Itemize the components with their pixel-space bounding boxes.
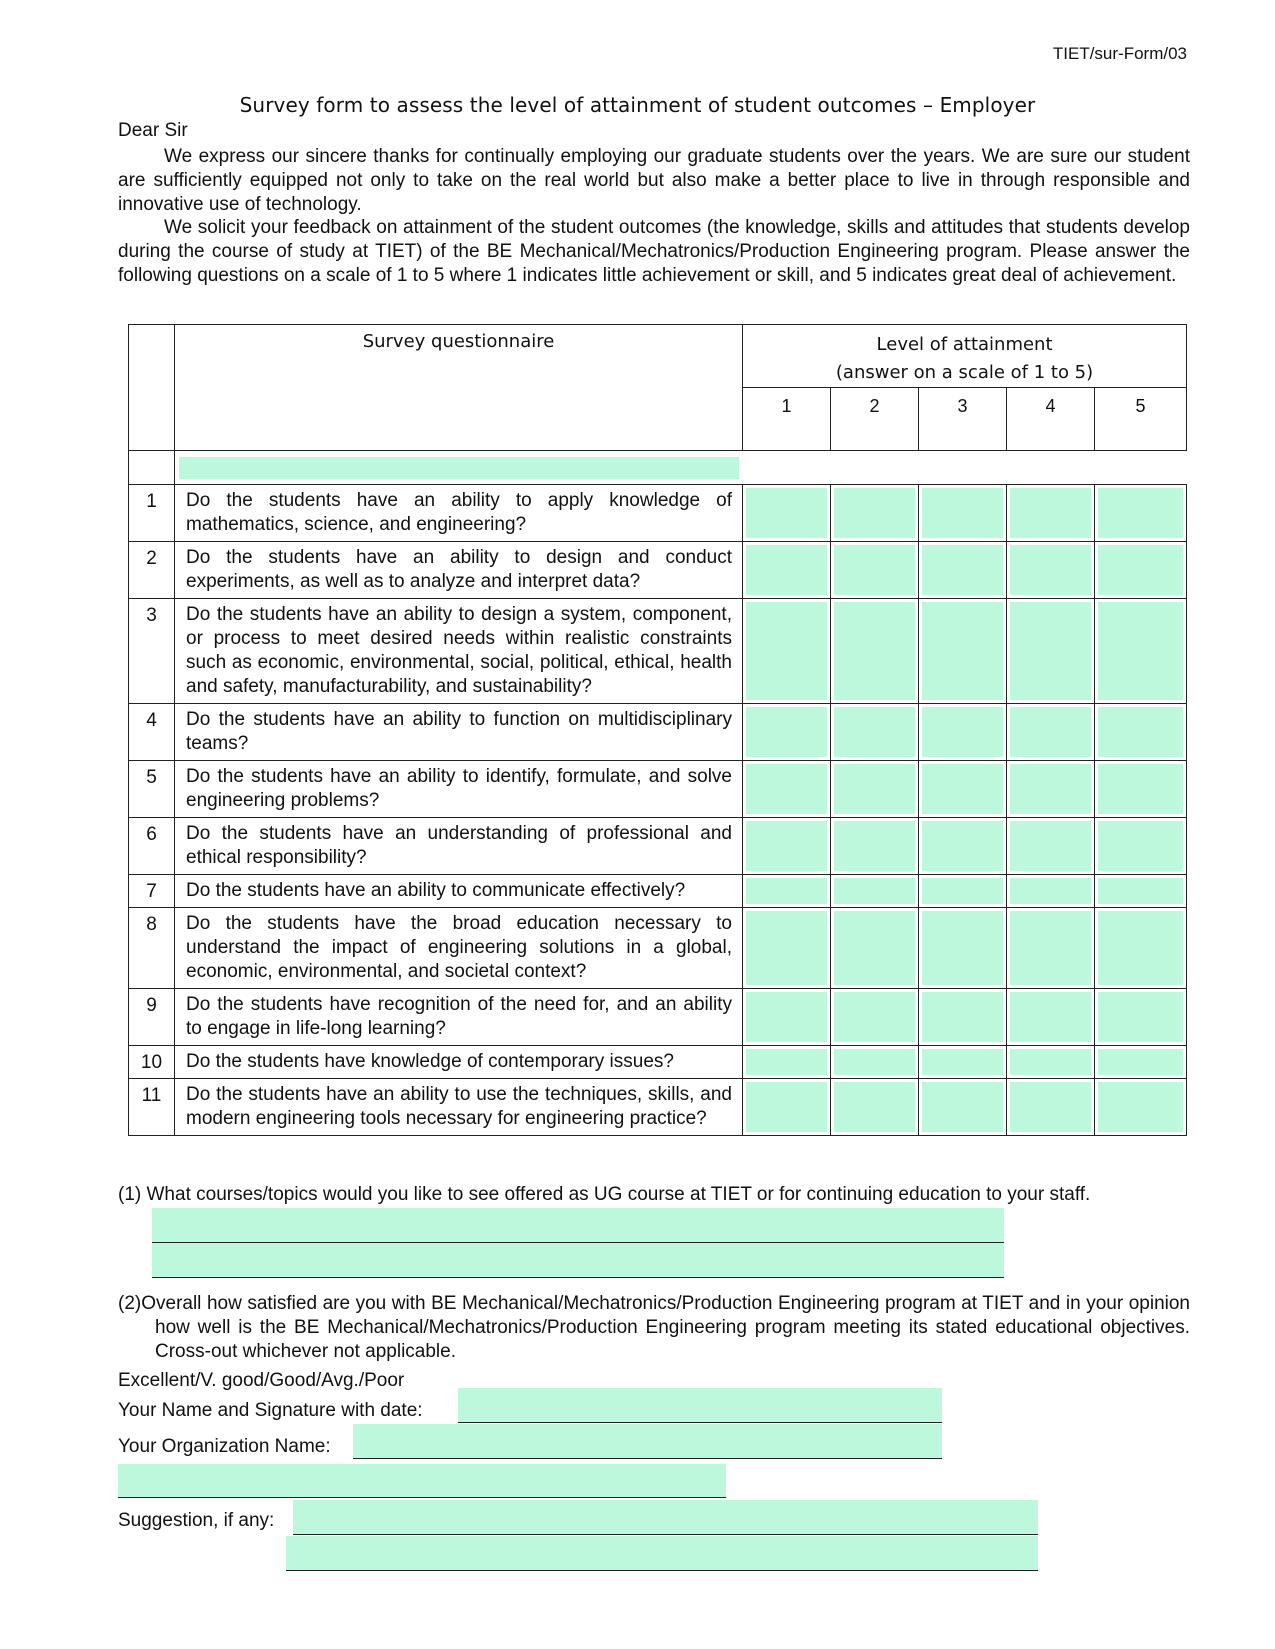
question-number: 10 [129,1046,175,1079]
question-text: Do the students have an ability to design and conduct experiments, as well as to analyze and interpret data? [175,542,743,599]
answer-cell-5[interactable] [1095,875,1187,908]
question-number: 6 [129,818,175,875]
question-text: Do the students have an understanding of professional and ethical responsibility? [175,818,743,875]
answer-cell-3[interactable] [919,1046,1007,1079]
form-id: TIET/sur-Form/03 [1052,44,1187,63]
answer-cell-3[interactable] [919,1079,1007,1136]
question-2-satisfaction: (2)Overall how satisfied are you with BE Mechanical/Mechatronics/Production Engineering program at TIET and in your opinion how well is the BE Mechanical/Mechatronics/Production Engineering program meeting its stated educational objectives. Cross-out whichever not applicable. [118,1293,1190,1362]
name-signature-field[interactable] [458,1388,942,1423]
answer-cell-5[interactable] [1095,1079,1187,1136]
question-number: 7 [129,875,175,908]
courses-answer-line-1[interactable] [152,1208,1004,1243]
answer-cell-4[interactable] [1007,1079,1095,1136]
answer-cell-1[interactable] [743,1079,831,1136]
name-label: Your Name and Signature with date: [118,1400,423,1421]
answer-cell-1[interactable] [743,908,831,989]
question-1-courses: (1) What courses/topics would you like to see offered as UG course at TIET or for continuing education to your staff. [118,1184,1091,1205]
answer-cell-3[interactable] [919,761,1007,818]
scale-label-3: 3 [919,388,1007,451]
answer-cell-5[interactable] [1095,818,1187,875]
answer-cell-5[interactable] [1095,485,1187,542]
answer-cell-4[interactable] [1007,761,1095,818]
intro-paragraph-2: We solicit your feedback on attainment of the student outcomes (the knowledge, skills and attitudes that students develop during the course of study at TIET) of the BE Mechanical/Mechatronics/Production Engineering program. Please answer the following questions on a scale of 1 to 5 where 1 indicates little achievement or skill, and 5 indicates great deal of achievement. [118,217,1190,286]
organization-field-line-2[interactable] [118,1464,726,1498]
spacer-questionnaire-cell[interactable] [175,451,743,485]
scale-label-1: 1 [743,388,831,451]
question-number: 3 [129,599,175,704]
answer-cell-1[interactable] [743,989,831,1046]
question-row [129,818,1187,875]
question-number: 9 [129,989,175,1046]
question-text: Do the students have recognition of the need for, and an ability to engage in life-long learning? [175,989,743,1046]
answer-cell-4[interactable] [1007,908,1095,989]
answer-cell-3[interactable] [919,599,1007,704]
answer-cell-3[interactable] [919,875,1007,908]
answer-cell-5[interactable] [1095,989,1187,1046]
spacer-answer-cell [743,451,1187,485]
scale-label-2: 2 [831,388,919,451]
answer-cell-2[interactable] [831,542,919,599]
suggestion-label: Suggestion, if any: [118,1510,275,1531]
suggestion-field-line-1[interactable] [293,1500,1038,1535]
answer-cell-3[interactable] [919,485,1007,542]
organization-field[interactable] [353,1424,942,1459]
header-level-line2: (answer on a scale of 1 to 5) [835,362,1094,383]
answer-cell-5[interactable] [1095,761,1187,818]
question-row [129,875,1187,908]
scale-label-4: 4 [1007,388,1095,451]
answer-cell-2[interactable] [831,761,919,818]
header-level-line1: Level of attainment [876,334,1053,355]
salutation: Dear Sir [118,120,188,141]
question-row [129,1046,1187,1079]
answer-cell-5[interactable] [1095,704,1187,761]
question-number: 2 [129,542,175,599]
header-number-cell [129,325,175,451]
answer-cell-2[interactable] [831,989,919,1046]
answer-cell-1[interactable] [743,599,831,704]
answer-cell-4[interactable] [1007,542,1095,599]
answer-cell-1[interactable] [743,761,831,818]
answer-cell-1[interactable] [743,704,831,761]
rating-options[interactable]: Excellent/V. good/Good/Avg./Poor [118,1370,405,1391]
question-row [129,542,1187,599]
answer-cell-2[interactable] [831,875,919,908]
question-number: 8 [129,908,175,989]
answer-cell-2[interactable] [831,818,919,875]
answer-cell-1[interactable] [743,485,831,542]
courses-answer-line-2[interactable] [152,1243,1004,1278]
scale-label-5: 5 [1095,388,1187,451]
spacer-number-cell [129,451,175,485]
question-number: 4 [129,704,175,761]
question-text: Do the students have the broad education necessary to understand the impact of engineering solutions in a global, economic, environmental, and societal context? [175,908,743,989]
answer-cell-2[interactable] [831,704,919,761]
question-number: 11 [129,1079,175,1136]
suggestion-field-line-2[interactable] [286,1536,1038,1571]
answer-cell-4[interactable] [1007,704,1095,761]
intro-paragraph-1: We express our sincere thanks for continually employing our graduate students over the years. We are sure our student are sufficiently equipped not only to take on the real world but also make a better place to live in through responsible and innovative use of technology. [118,146,1190,215]
answer-cell-3[interactable] [919,989,1007,1046]
answer-cell-4[interactable] [1007,818,1095,875]
question-text: Do the students have knowledge of contemporary issues? [175,1046,743,1079]
answer-cell-5[interactable] [1095,599,1187,704]
organization-label: Your Organization Name: [118,1436,331,1457]
question-text: Do the students have an ability to function on multidisciplinary teams? [175,704,743,761]
header-questionnaire: Survey questionnaire [175,325,743,451]
answer-cell-2[interactable] [831,485,919,542]
question-text: Do the students have an ability to communicate effectively? [175,875,743,908]
question-number: 1 [129,485,175,542]
answer-cell-1[interactable] [743,818,831,875]
answer-cell-1[interactable] [743,875,831,908]
question-text: Do the students have an ability to design a system, component, or process to meet desired needs within realistic constraints such as economic, environmental, social, political, ethical, health and safety, manufacturability, and sustainability? [175,599,743,704]
answer-cell-5[interactable] [1095,1046,1187,1079]
answer-cell-3[interactable] [919,818,1007,875]
answer-cell-5[interactable] [1095,908,1187,989]
page-title: Survey form to assess the level of attainment of student outcomes – Employer [239,93,1036,117]
question-text: Do the students have an ability to apply knowledge of mathematics, science, and engineering? [175,485,743,542]
question-row [129,704,1187,761]
answer-cell-4[interactable] [1007,485,1095,542]
question-row [129,485,1187,542]
answer-cell-4[interactable] [1007,1046,1095,1079]
blank-fill-field[interactable] [179,457,739,479]
answer-cell-3[interactable] [919,542,1007,599]
question-row [129,761,1187,818]
answer-cell-5[interactable] [1095,542,1187,599]
question-text: Do the students have an ability to use the techniques, skills, and modern engineering tools necessary for engineering practice? [175,1079,743,1136]
answer-cell-2[interactable] [831,1079,919,1136]
question-row [129,1079,1187,1136]
answer-cell-2[interactable] [831,1046,919,1079]
answer-cell-4[interactable] [1007,989,1095,1046]
answer-cell-4[interactable] [1007,599,1095,704]
question-number: 5 [129,761,175,818]
answer-cell-3[interactable] [919,908,1007,989]
answer-cell-2[interactable] [831,908,919,989]
answer-cell-4[interactable] [1007,875,1095,908]
question-row [129,908,1187,989]
answer-cell-2[interactable] [831,599,919,704]
header-level-of-attainment [743,325,1187,388]
answer-cell-3[interactable] [919,704,1007,761]
survey-table [128,324,1187,1136]
question-row [129,599,1187,704]
question-row [129,989,1187,1046]
question-text: Do the students have an ability to identify, formulate, and solve engineering problems? [175,761,743,818]
answer-cell-1[interactable] [743,542,831,599]
answer-cell-1[interactable] [743,1046,831,1079]
